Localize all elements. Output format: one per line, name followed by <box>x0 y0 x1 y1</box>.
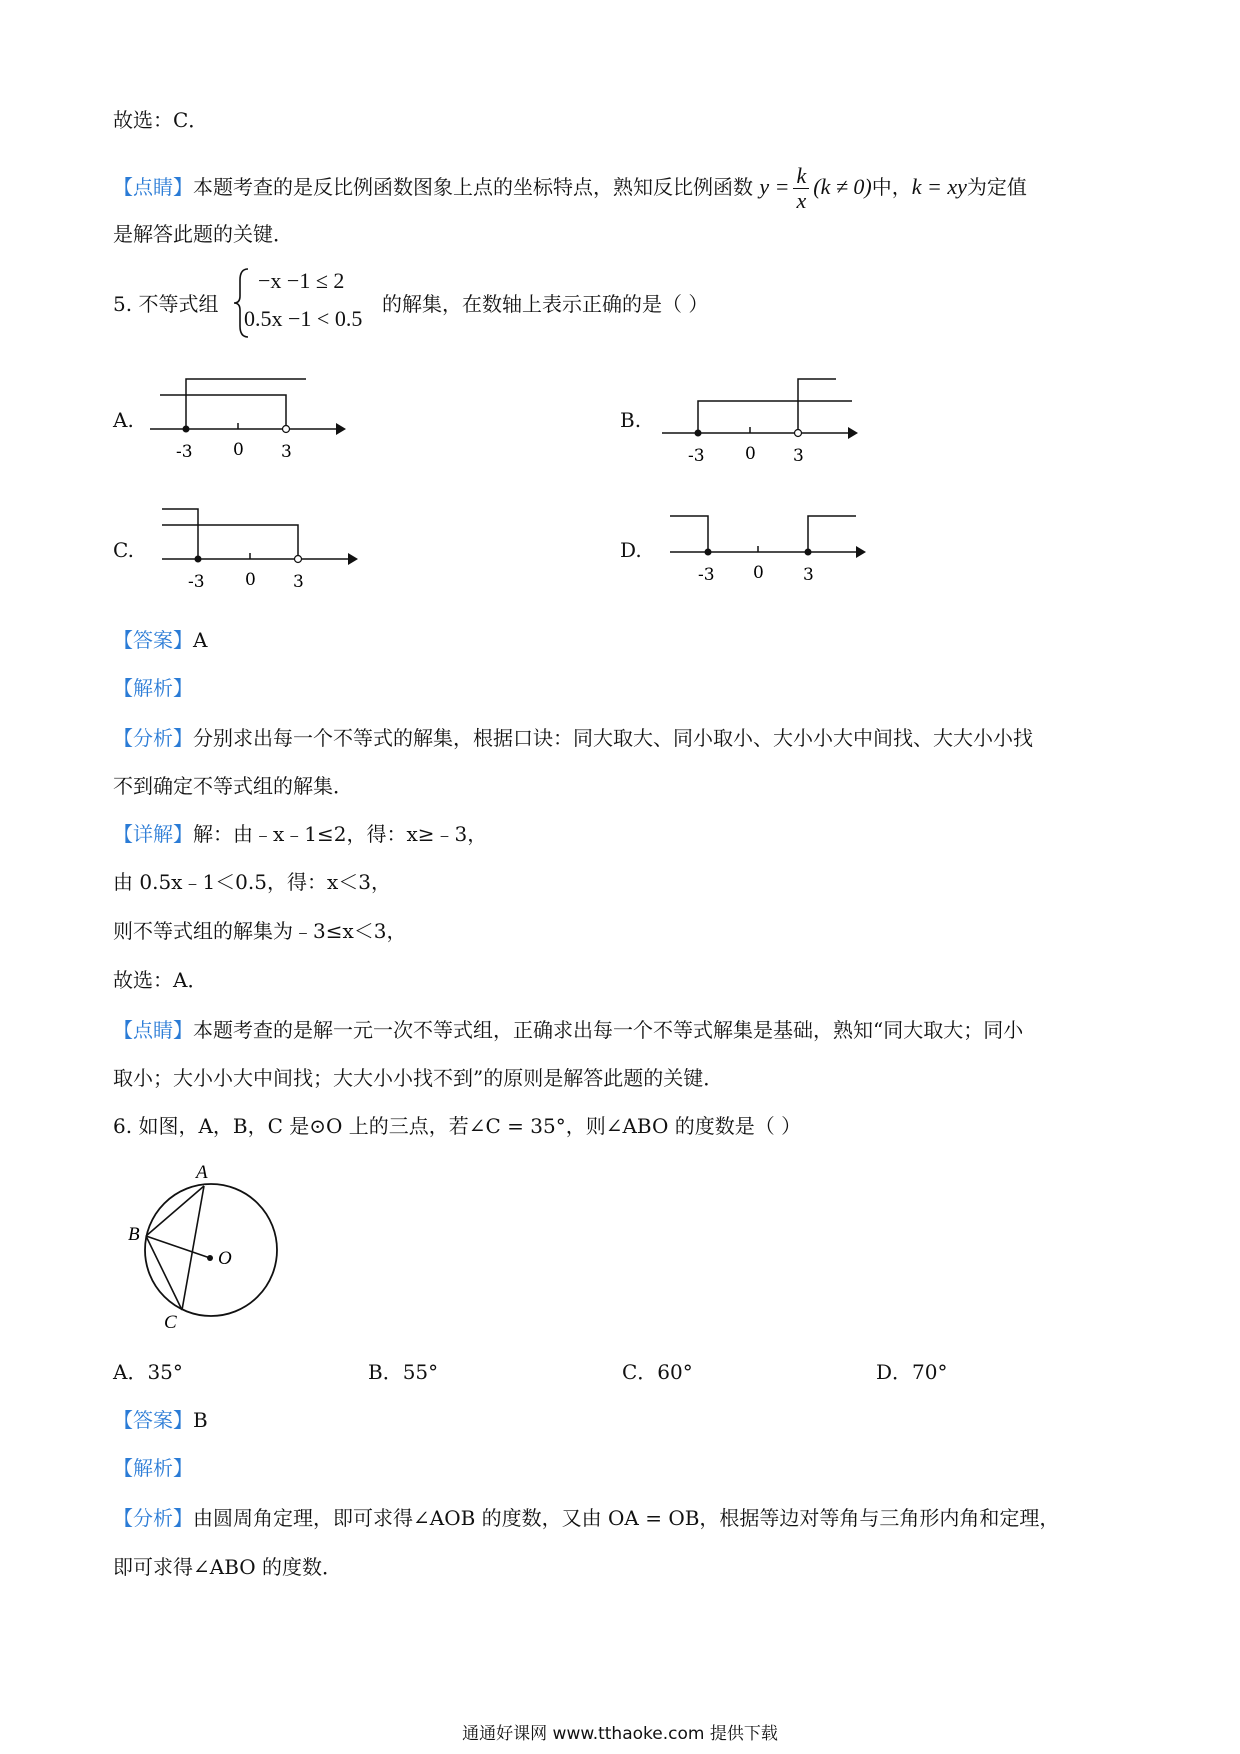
circle-diagram <box>124 1158 294 1328</box>
text-zhong: 中， <box>871 175 912 199</box>
option-5a-label: A. <box>113 408 134 432</box>
tick-0: 0 <box>245 570 256 590</box>
answer-tag: 【答案】 <box>113 628 193 652</box>
option-5c-label: C. <box>113 538 134 562</box>
jiexi-5-tag: 【解析】 <box>113 676 193 700</box>
fenxi-6 <box>113 1504 1059 1532</box>
option-6b: B．55° <box>368 1360 439 1384</box>
fenxi-tag: 【分析】 <box>113 726 193 750</box>
answer-5 <box>113 626 207 654</box>
tick-0: 0 <box>233 440 244 460</box>
dianjing-5 <box>113 1016 1023 1044</box>
tick-neg3: -3 <box>176 442 193 462</box>
option-6d: D．70° <box>876 1360 948 1384</box>
option-6c: C．60° <box>622 1360 693 1384</box>
dianjing-5-line2: 取小；大小小大中间找；大大小小找不到”的原则是解答此题的关键． <box>113 1066 724 1090</box>
label-b: B <box>128 1224 140 1245</box>
xiangjie-text: 解：由﹣x﹣1≤2，得：x≥﹣3， <box>193 822 488 846</box>
fenxi-5 <box>113 724 1033 752</box>
xiangjie-5-line4: 故选：A． <box>113 968 208 992</box>
tick-3: 3 <box>293 572 304 592</box>
answer-value: A <box>193 628 208 652</box>
inequality-1: −x −1 ≤ 2 <box>258 268 345 293</box>
number-line-c <box>160 505 360 595</box>
inequality-2: 0.5x −1 < 0.5 <box>244 306 363 331</box>
label-o: O <box>218 1248 232 1269</box>
formula-condition: (k ≠ 0) <box>813 174 872 199</box>
dianjing-text: 本题考查的是解一元一次不等式组，正确求出每一个不等式解集是基础，熟知“同大取大；同小 <box>193 1018 1024 1042</box>
xiangjie-5-line2: 由 0.5x﹣1＜0.5，得：x＜3， <box>113 870 391 894</box>
tick-3: 3 <box>803 565 814 585</box>
fenxi-tag: 【分析】 <box>113 1506 193 1530</box>
tick-neg3: -3 <box>188 572 205 592</box>
answer-value: B <box>193 1408 208 1432</box>
number-line-b <box>660 375 860 465</box>
dianjing-tag: 【点睛】 <box>113 1018 193 1042</box>
tick-neg3: -3 <box>698 565 715 585</box>
question-5-suffix: 的解集，在数轴上表示正确的是（ ） <box>382 292 709 316</box>
tick-0: 0 <box>753 563 764 583</box>
xiangjie-5 <box>113 820 487 848</box>
fraction-denominator: x <box>796 188 807 213</box>
line-key: 是解答此题的关键． <box>113 222 293 246</box>
label-a: A <box>196 1162 208 1183</box>
number-line-a <box>148 375 348 465</box>
question-5-prefix: 5. 不等式组 <box>113 292 219 316</box>
text-dingzhi: 为定值 <box>966 175 1027 199</box>
formula-y: y = <box>759 174 790 199</box>
fenxi-5-line2: 不到确定不等式组的解集． <box>113 774 353 798</box>
fenxi-text: 由圆周角定理，即可求得∠AOB 的度数，又由 OA = OB，根据等边对等角与三角形内角和定理， <box>193 1506 1060 1530</box>
xiangjie-5-line3: 则不等式组的解集为﹣3≤x＜3， <box>113 919 407 943</box>
dianjing-text: 本题考查的是反比例函数图象上点的坐标特点，熟知反比例函数 <box>193 175 753 199</box>
fraction-numerator: k <box>793 164 809 189</box>
option-5d-label: D. <box>620 538 642 562</box>
formula-k-xy: k = xy <box>911 174 967 199</box>
tick-3: 3 <box>793 446 804 465</box>
dianjing-tag: 【点睛】 <box>113 175 193 199</box>
fenxi-text: 分别求出每一个不等式的解集，根据口诀：同大取大、同小取小、大小小大中间找、大大小小找 <box>193 726 1033 750</box>
option-6a: A．35° <box>113 1360 183 1384</box>
jiexi-6-tag: 【解析】 <box>113 1456 193 1480</box>
number-line-d <box>668 510 868 590</box>
answer-tag: 【答案】 <box>113 1408 193 1432</box>
fenxi-6-line2: 即可求得∠ABO 的度数． <box>113 1555 343 1579</box>
tick-neg3: -3 <box>688 446 705 465</box>
question-6: 6. 如图，A，B，C 是⊙O 上的三点，若∠C = 35°，则∠ABO 的度数是（ ） <box>113 1114 802 1138</box>
line-dianjing-4 <box>113 164 1027 213</box>
line-conclusion-c: 故选：C． <box>113 108 209 132</box>
page-footer: 通通好课网 www.tthaoke.com 提供下载 <box>462 1724 778 1744</box>
label-c: C <box>164 1312 177 1328</box>
fraction-k-over-x <box>793 164 809 213</box>
tick-0: 0 <box>745 444 756 464</box>
option-5b-label: B. <box>620 408 642 432</box>
tick-3: 3 <box>281 442 292 462</box>
xiangjie-tag: 【详解】 <box>113 822 193 846</box>
answer-6 <box>113 1406 208 1434</box>
